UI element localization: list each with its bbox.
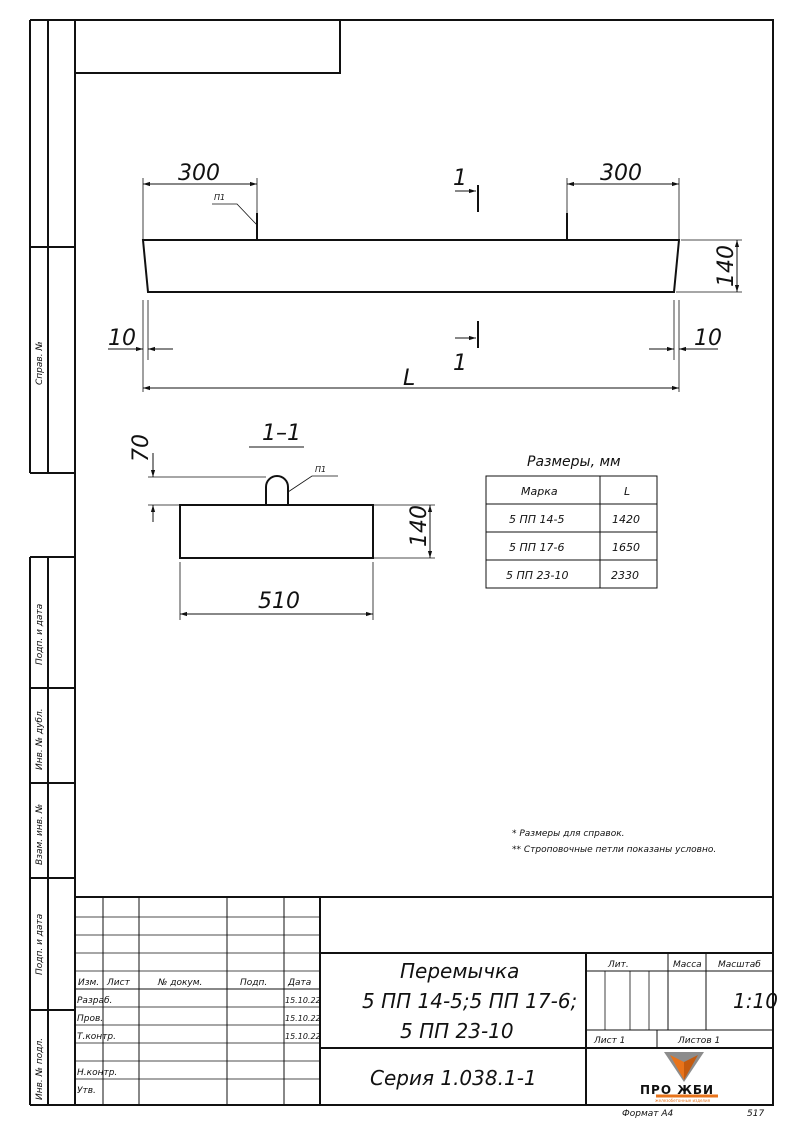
sheet-label: Лист 1 [594,1036,626,1046]
dim-140-side: 140 [714,245,739,287]
scale-label: Масштаб [718,960,761,970]
name-line-3: 5 ПП 23-10 [400,1019,514,1043]
col-list: Лист [107,978,130,988]
table-cell: 2330 [611,569,639,582]
col-doc: № докум. [158,978,203,988]
section-hatched-body [180,505,373,558]
side-label-podp-1: Подп. и дата [35,603,45,665]
section-view [129,421,435,620]
col-date: Дата [288,978,312,988]
note-2: ** Строповочные петли показаны условно. [512,845,717,855]
name-line-2: 5 ПП 14-5;5 ПП 17-6; [362,989,578,1013]
dim-140-section: 140 [407,505,432,547]
dim-10-left: 10 [108,326,136,351]
section-title: 1–1 [262,421,301,446]
role-utv: Утв. [77,1086,96,1096]
leader-p1-top [212,204,257,225]
mass-label: Масса [673,960,702,970]
col-izm: Изм. [78,978,100,988]
leader-p1-section-label: П1 [315,465,327,474]
section-mark-top: 1 [453,166,467,191]
page-number: 517 [747,1109,765,1119]
side-stamp [30,20,75,1105]
table-cell: 1420 [612,513,640,526]
front-view [108,161,742,392]
name-line-1: Перемычка [400,959,520,983]
dim-510: 510 [258,589,300,614]
scale-value: 1:10 [733,989,778,1013]
note-1: * Размеры для справок. [512,829,625,839]
dim-10-right: 10 [694,326,722,351]
table-cell: 1650 [612,541,640,554]
dim-300-right: 300 [600,161,642,186]
side-label-inv-dubl: Инв. № дубл. [35,708,45,770]
title-block [75,897,778,1105]
dim-L: L [403,366,416,391]
table-title: Размеры, мм [527,454,621,470]
sheets-label: Листов 1 [678,1036,721,1046]
side-label-sprav: Справ. № [35,341,45,385]
top-left-box [75,20,340,73]
logo-subtext: железобетонные изделия [655,1098,710,1103]
table-cell: 5 ПП 23-10 [506,569,569,582]
role-nkontr: Н.контр. [77,1068,118,1078]
section-mark-bottom: 1 [453,351,467,376]
dim-300-left: 300 [178,161,220,186]
logo-prozhbi [640,1052,718,1103]
role-prov: Пров. [77,1014,104,1024]
side-label-podp-2: Подп. и дата [35,913,45,975]
role-razrab: Разраб. [77,996,113,1006]
date-prov: 15.10.22 [285,1014,321,1023]
table-header-mark: Марка [521,485,558,498]
date-tkontr: 15.10.22 [285,1032,321,1041]
dim-70: 70 [129,434,154,462]
section-loop [266,476,288,505]
role-tkontr: Т.контр. [77,1032,117,1042]
lintel-outline [143,240,679,292]
date-razrab: 15.10.22 [285,996,321,1005]
lit-label: Лит. [608,960,629,970]
table-header-L: L [624,485,631,498]
table-cell: 5 ПП 14-5 [509,513,565,526]
logo-text: ПРО ЖБИ [640,1083,715,1097]
dimensions-table [486,454,657,588]
col-podp: Подп. [240,978,268,988]
table-cell: 5 ПП 17-6 [509,541,565,554]
format-label: Формат А4 [622,1109,674,1119]
side-label-inv-podl: Инв. № подл. [35,1037,45,1100]
series-label: Серия 1.038.1-1 [370,1066,537,1090]
leader-p1-top-label: П1 [214,193,226,202]
side-label-vzam: Взам. инв. № [35,803,45,865]
